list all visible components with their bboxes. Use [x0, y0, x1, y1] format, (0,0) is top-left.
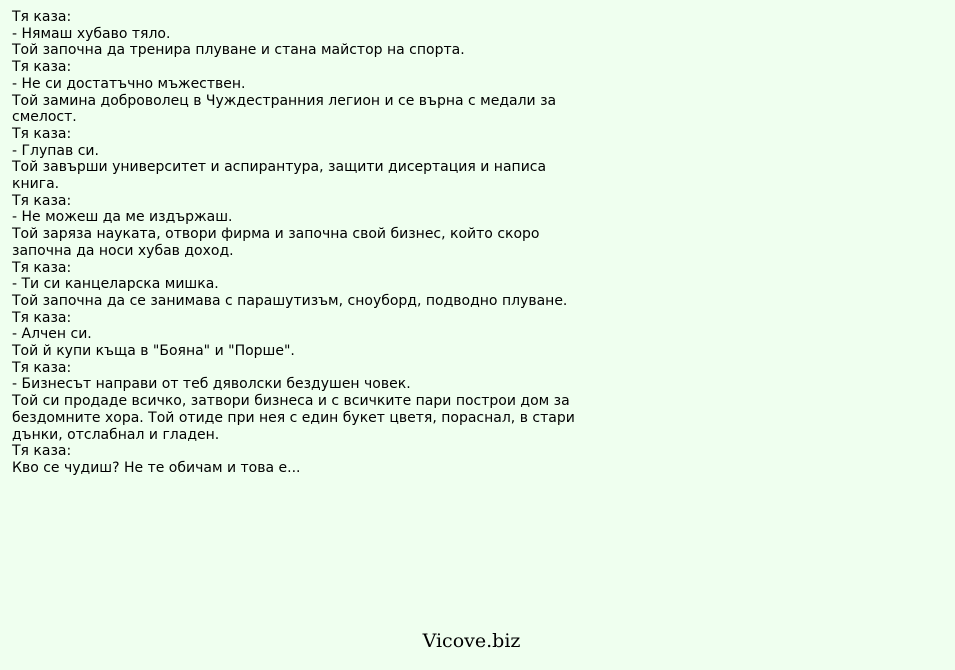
joke-line: Той й купи къща в "Бояна" и "Порше".: [12, 343, 295, 360]
joke-line: Той си продаде всичко, затвори бизнеса и с всичките пари построи дом за бездомните хора. Той отиде при нея с един букет цветя, пораснал, в стари дънки, отслабнал и гладен.: [12, 393, 575, 443]
joke-line: - Нямаш хубаво тяло.: [12, 25, 171, 42]
joke-line: Той замина доброволец в Чуждестранния легион и се върна с медали за смелост.: [12, 92, 557, 126]
joke-line: - Ти си канцеларска мишка.: [12, 276, 219, 293]
joke-line: Тя каза:: [12, 309, 72, 326]
joke-line: Тя каза:: [12, 192, 72, 209]
joke-line: - Не можеш да ме издържаш.: [12, 209, 233, 226]
joke-line: - Не си достатъчно мъжествен.: [12, 75, 246, 92]
joke-line: Тя каза:: [12, 59, 72, 76]
joke-line: Той започна да се занимава с парашутизъм, сноуборд, подводно плуване.: [12, 292, 568, 309]
joke-line: Тя каза:: [12, 9, 72, 25]
joke-line: Кво се чудиш? Не те обичам и това е...: [12, 459, 301, 476]
joke-line: Тя каза:: [12, 259, 72, 276]
joke-line: Той започна да тренира плуване и стана майстор на спорта.: [12, 42, 465, 59]
joke-line: Той заряза науката, отвори фирма и започна свой бизнес, който скоро започна да носи хубав доход.: [12, 226, 540, 259]
joke-text: [12, 9, 592, 477]
joke-line: Тя каза:: [12, 359, 72, 376]
joke-line: - Алчен си.: [12, 326, 92, 343]
site-watermark: Vicove.biz: [422, 630, 521, 652]
joke-line: Той завърши университет и аспирантура, защити дисертация и написа книга.: [12, 159, 547, 193]
joke-line: - Бизнесът направи от теб дяволски бездушен човек.: [12, 376, 411, 393]
joke-line: - Глупав си.: [12, 142, 99, 159]
joke-line: Тя каза:: [12, 443, 72, 460]
joke-line: Тя каза:: [12, 125, 72, 142]
